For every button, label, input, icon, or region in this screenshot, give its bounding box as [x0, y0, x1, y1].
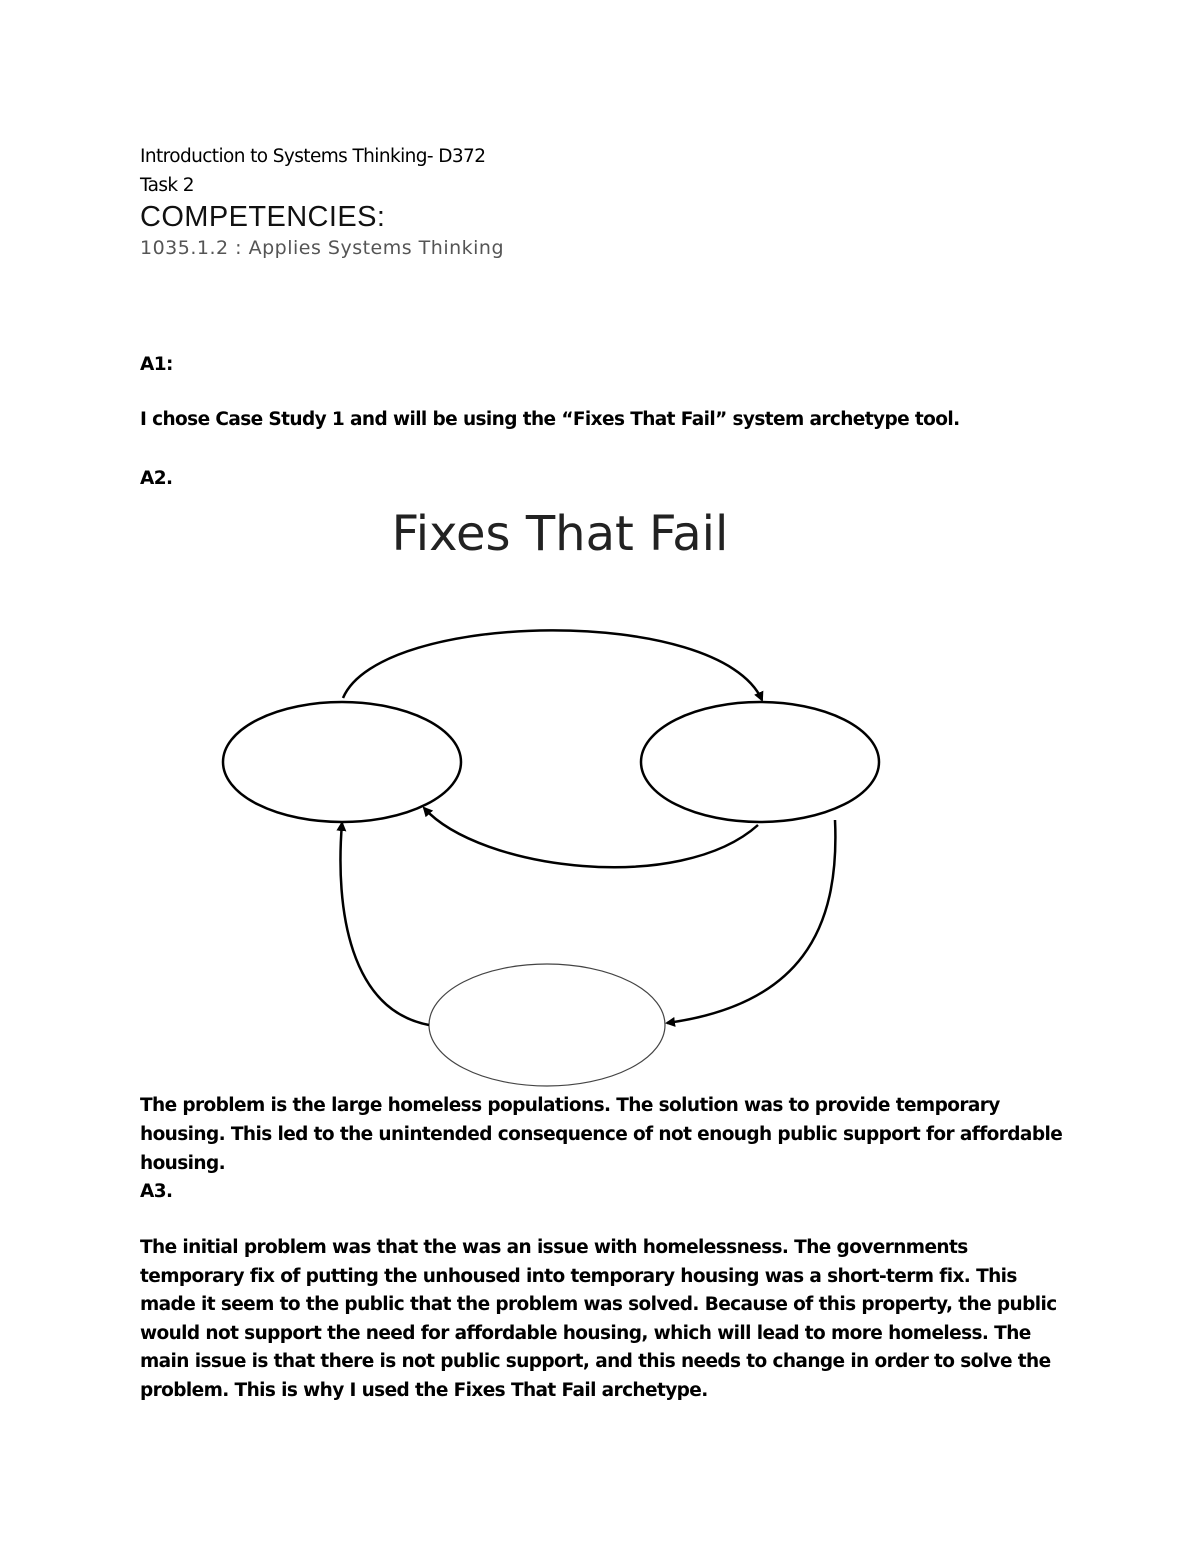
arrow-fix-to-consequence: [667, 820, 835, 1023]
fix-node: [641, 702, 879, 822]
section-a2-text: The problem is the large homeless populations. The solution was to provide temporary housing. This led to the unintended consequence of not enough public support for affordable housing.: [140, 1095, 1063, 1174]
unintended-consequence-node: [429, 964, 665, 1086]
section-a3-text: The initial problem was that the was an issue with homelessness. The governments temporary fix of putting the unhoused into temporary housing was a short-term fix. This made it seem to the public that the problem was solved. Because of this property, the public would not support the need for affordable housing, which will lead to more homeless. The main issue is that there is not public support, and this needs to change in order to solve the problem. This is why I used the Fixes That Fail archetype.: [140, 1237, 1057, 1401]
arrow-consequence-to-problem: [340, 823, 429, 1025]
fixes-that-fail-diagram: [200, 490, 920, 1100]
section-a2-label: A2.: [140, 468, 173, 489]
diagram-title: Fixes That Fail: [391, 506, 729, 562]
problem-symptom-node: [223, 702, 461, 822]
arrow-problem-to-fix: [343, 630, 762, 700]
competency-item: 1035.1.2 : Applies Systems Thinking: [140, 237, 505, 259]
task-label: Task 2: [140, 175, 194, 196]
course-title: Introduction to Systems Thinking- D372: [140, 146, 486, 167]
competencies-heading: COMPETENCIES:: [140, 201, 386, 233]
section-a3-label: A3.: [140, 1181, 173, 1202]
section-a1-label: A1:: [140, 354, 173, 375]
section-a1-text: I chose Case Study 1 and will be using the “Fixes That Fail” system archetype tool.: [140, 409, 960, 430]
